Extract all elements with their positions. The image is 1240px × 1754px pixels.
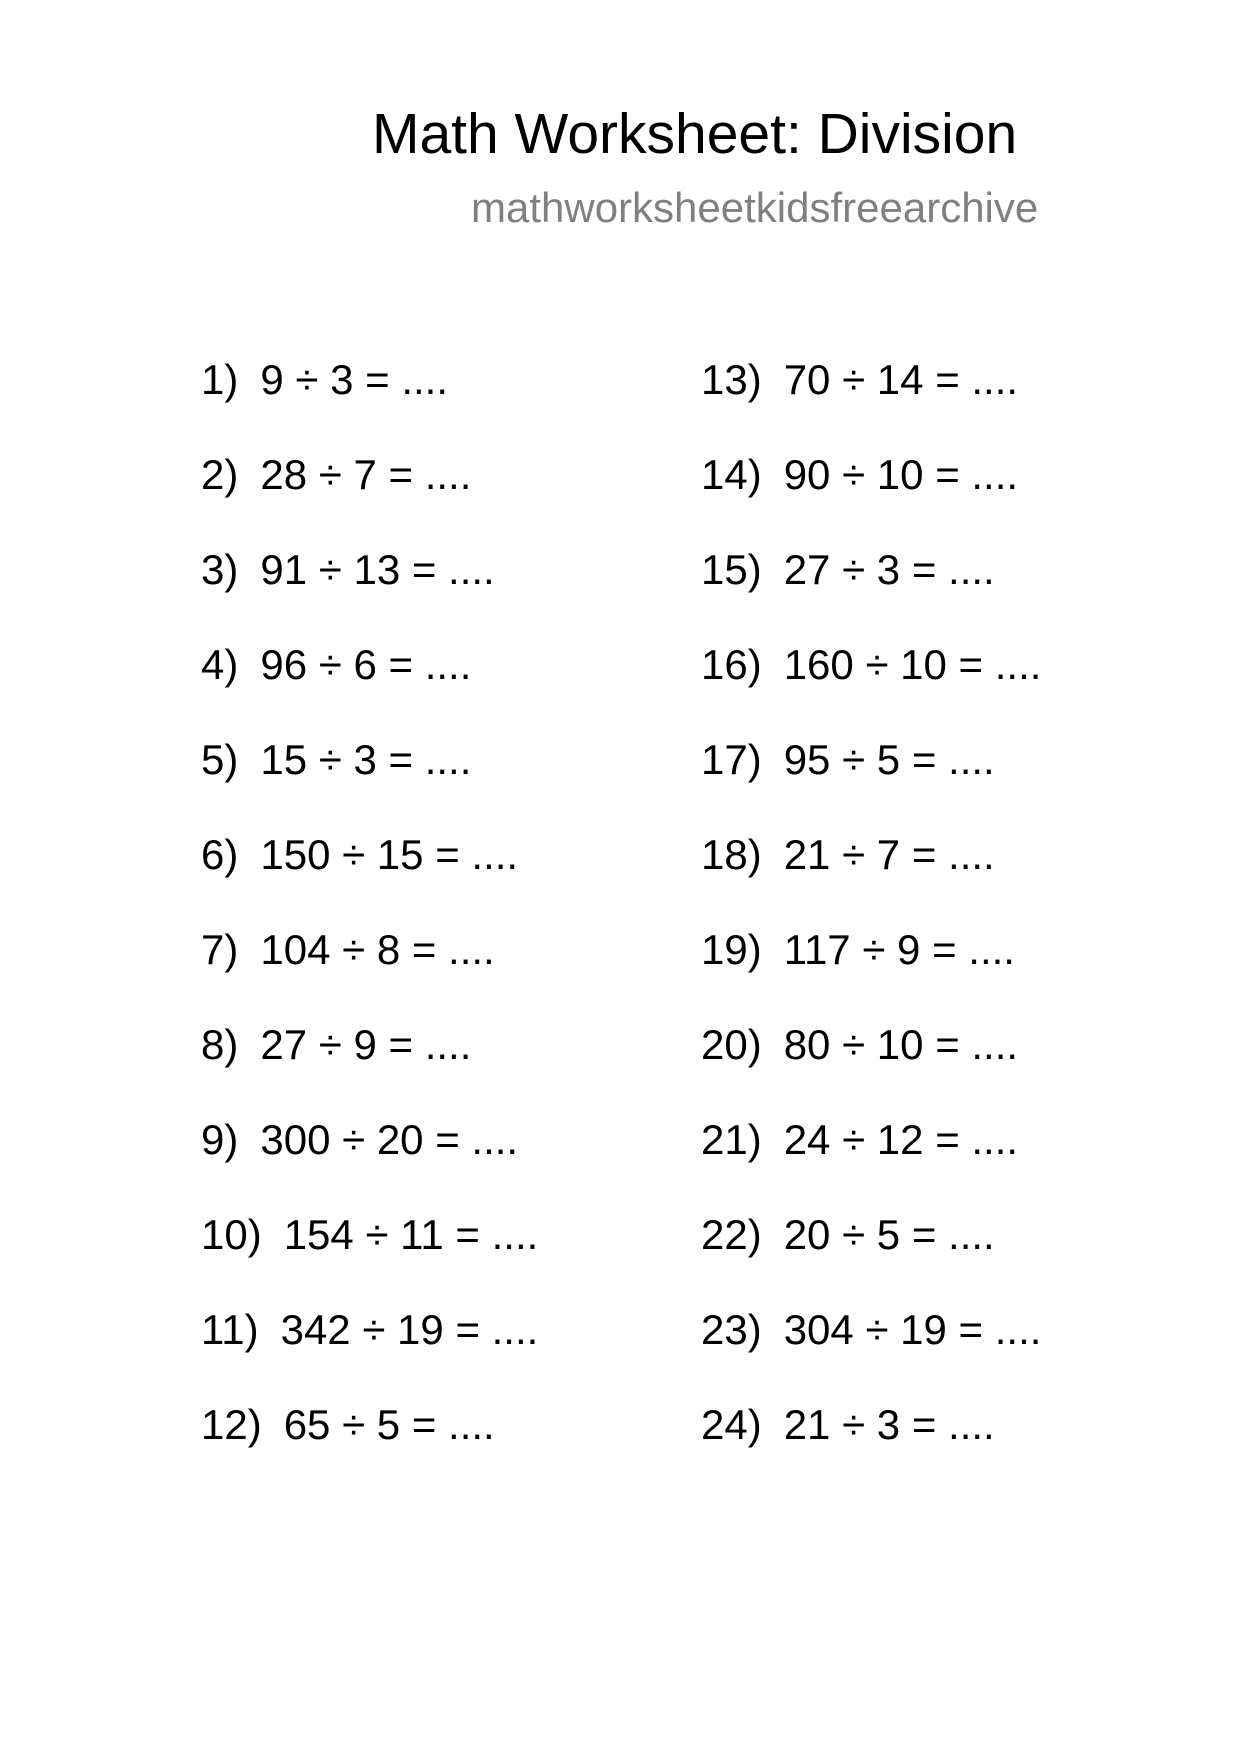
problem-expression: 20 ÷ 5 = .... (783, 1211, 995, 1258)
problem-expression: 21 ÷ 3 = .... (783, 1401, 995, 1448)
problem-expression: 300 ÷ 20 = .... (260, 1116, 519, 1163)
problem-expression: 117 ÷ 9 = .... (783, 926, 1015, 973)
problem-expression: 154 ÷ 11 = .... (283, 1211, 539, 1258)
problem-expression: 96 ÷ 6 = .... (260, 641, 472, 688)
problem-expression: 70 ÷ 14 = .... (783, 356, 1019, 403)
problem-expression: 27 ÷ 3 = .... (783, 546, 995, 593)
problem-number: 10) (201, 1211, 262, 1258)
problem-item (701, 1205, 995, 1265)
problem-number: 9) (201, 1116, 239, 1163)
problem-number: 14) (701, 451, 762, 498)
problem-number: 5) (201, 736, 239, 783)
problem-expression: 80 ÷ 10 = .... (783, 1021, 1019, 1068)
problem-expression: 342 ÷ 19 = .... (280, 1306, 539, 1353)
page-title: Math Worksheet: Division (372, 102, 1018, 166)
problem-item (701, 1395, 995, 1455)
problem-number: 22) (701, 1211, 762, 1258)
problem-item (701, 1300, 1041, 1360)
problem-item (201, 1205, 538, 1265)
problem-item (201, 635, 471, 695)
problem-item (201, 1015, 471, 1075)
problem-number: 16) (701, 641, 762, 688)
problem-number: 23) (701, 1306, 762, 1353)
problem-expression: 21 ÷ 7 = .... (783, 831, 995, 878)
problem-item (701, 445, 1018, 505)
problem-number: 15) (701, 546, 762, 593)
problem-item (201, 920, 495, 980)
problem-expression: 15 ÷ 3 = .... (260, 736, 472, 783)
problem-item (201, 540, 495, 600)
problem-expression: 304 ÷ 19 = .... (783, 1306, 1042, 1353)
problem-number: 2) (201, 451, 239, 498)
problem-number: 13) (701, 356, 762, 403)
problem-number: 21) (701, 1116, 762, 1163)
problem-number: 4) (201, 641, 239, 688)
problem-number: 11) (201, 1306, 259, 1353)
problem-number: 17) (701, 736, 762, 783)
problem-expression: 150 ÷ 15 = .... (260, 831, 519, 878)
problem-item (201, 350, 448, 410)
problem-expression: 160 ÷ 10 = .... (783, 641, 1042, 688)
problem-number: 24) (701, 1401, 762, 1448)
problem-item (201, 1300, 538, 1360)
problem-expression: 27 ÷ 9 = .... (260, 1021, 472, 1068)
problem-item (701, 730, 995, 790)
problem-number: 19) (701, 926, 762, 973)
page-subtitle: mathworksheetkidsfreearchive (471, 184, 1039, 231)
problem-expression: 104 ÷ 8 = .... (260, 926, 495, 973)
problem-number: 8) (201, 1021, 239, 1068)
problem-number: 3) (201, 546, 239, 593)
problem-item (201, 1395, 495, 1455)
problem-item (701, 1110, 1018, 1170)
problem-item (201, 1110, 518, 1170)
problem-item (701, 825, 995, 885)
problem-number: 18) (701, 831, 762, 878)
problem-item (701, 540, 995, 600)
problem-number: 6) (201, 831, 239, 878)
problem-item (701, 1015, 1018, 1075)
problem-item (201, 825, 518, 885)
problem-number: 7) (201, 926, 239, 973)
problem-item (701, 920, 1015, 980)
problem-expression: 9 ÷ 3 = .... (260, 356, 449, 403)
problem-expression: 24 ÷ 12 = .... (783, 1116, 1019, 1163)
problem-number: 12) (201, 1401, 262, 1448)
problem-expression: 28 ÷ 7 = .... (260, 451, 472, 498)
problem-expression: 91 ÷ 13 = .... (260, 546, 495, 593)
problem-number: 1) (201, 356, 239, 403)
problem-item (201, 730, 471, 790)
problem-item (701, 635, 1041, 695)
problem-expression: 65 ÷ 5 = .... (283, 1401, 495, 1448)
problem-item (201, 445, 471, 505)
problem-number: 20) (701, 1021, 762, 1068)
problem-expression: 90 ÷ 10 = .... (783, 451, 1019, 498)
problem-item (701, 350, 1018, 410)
problem-expression: 95 ÷ 5 = .... (783, 736, 995, 783)
